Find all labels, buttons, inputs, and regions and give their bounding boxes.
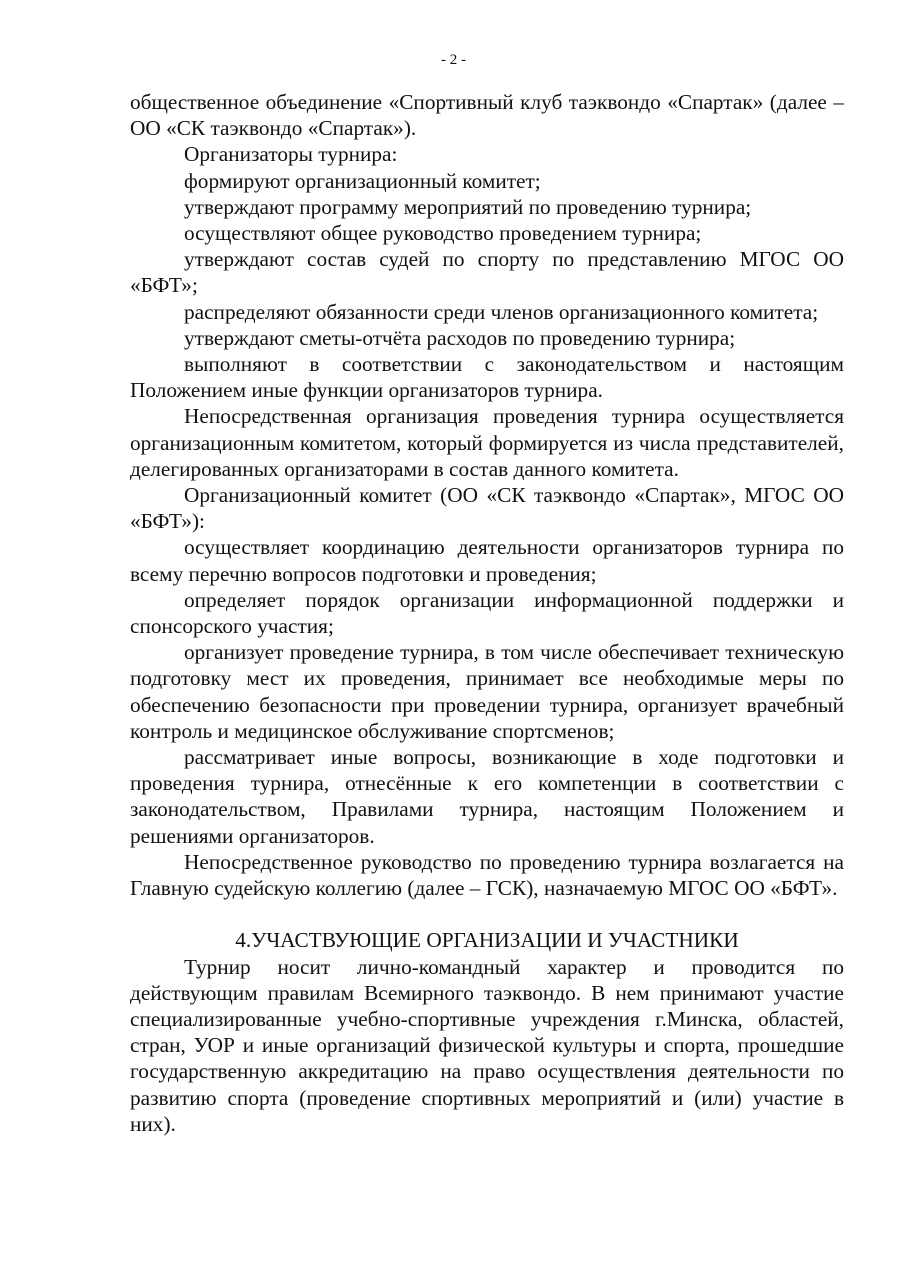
section-heading: 4.УЧАСТВУЮЩИЕ ОРГАНИЗАЦИИ И УЧАСТНИКИ	[235, 928, 739, 953]
list-item: формируют организационный комитет;	[184, 168, 541, 193]
paragraph-organizer-continuation: общественное объединение «Спортивный клуб таэквондо «Спартак» (далее – ОО «СК таэквондо «Спартак»).	[130, 90, 844, 141]
paragraph-participants: Турнир носит лично-командный характер и проводится по действующим правилам Всемирного таэквондо. В нем принимают участие специализированные учебно-спортивные учреждения г.Минска, областей, стран, УОР и иные организаций физической культуры и спорта, прошедшие государственную аккредитацию на право осуществления деятельности по развитию спорта (проведение спортивных мероприятий и (или) участие в них).	[130, 954, 844, 1136]
list-item: осуществляют общее руководство проведением турнира;	[184, 221, 702, 246]
list-item: рассматривает иные вопросы, возникающие в ходе подготовки и проведения турнира, отнесённые к его компетенции в соответствии с законодательством, Правилами турнира, настоящим Положением и решениями организаторов.	[130, 745, 844, 848]
page-number: - 2 -	[441, 52, 466, 68]
list-item: утверждают состав судей по спорту по представлению МГОС ОО «БФТ»;	[130, 247, 844, 298]
list-item: распределяют обязанности среди членов организационного комитета;	[184, 299, 819, 324]
paragraph-organizers-intro: Организаторы турнира:	[184, 142, 398, 167]
list-item: утверждают сметы-отчёта расходов по проведению турнира;	[184, 325, 736, 350]
list-item: определяет порядок организации информационной поддержки и спонсорского участия;	[130, 587, 844, 639]
list-item: осуществляет координацию деятельности организаторов турнира по всему перечню вопросов подготовки и проведения;	[130, 535, 844, 586]
paragraph-direct-organization: Непосредственная организация проведения турнира осуществляется организационным комитетом, который формируется из числа представителей, делегированных организаторами в состав данного комитета.	[130, 404, 844, 481]
document-body	[130, 89, 844, 1137]
list-item: выполняют в соответствии с законодательством и настоящим Положением иные функции организаторов турнира.	[130, 352, 844, 403]
list-item: утверждают программу мероприятий по проведению турнира;	[184, 194, 752, 219]
paragraph-direct-leadership: Непосредственное руководство по проведению турнира возлагается на Главную судейскую коллегию (далее – ГСК), назначаемую МГОС ОО «БФТ».	[130, 849, 844, 901]
paragraph-orgcommittee-intro: Организационный комитет (ОО «СК таэквондо «Спартак», МГОС ОО «БФТ»):	[130, 483, 844, 534]
list-item: организует проведение турнира, в том числе обеспечивает техническую подготовку мест их проведения, принимает все необходимые меры по обеспечению безопасности при проведении турнира, организует врачебный контроль и медицинское обслуживание спортсменов;	[130, 640, 844, 743]
